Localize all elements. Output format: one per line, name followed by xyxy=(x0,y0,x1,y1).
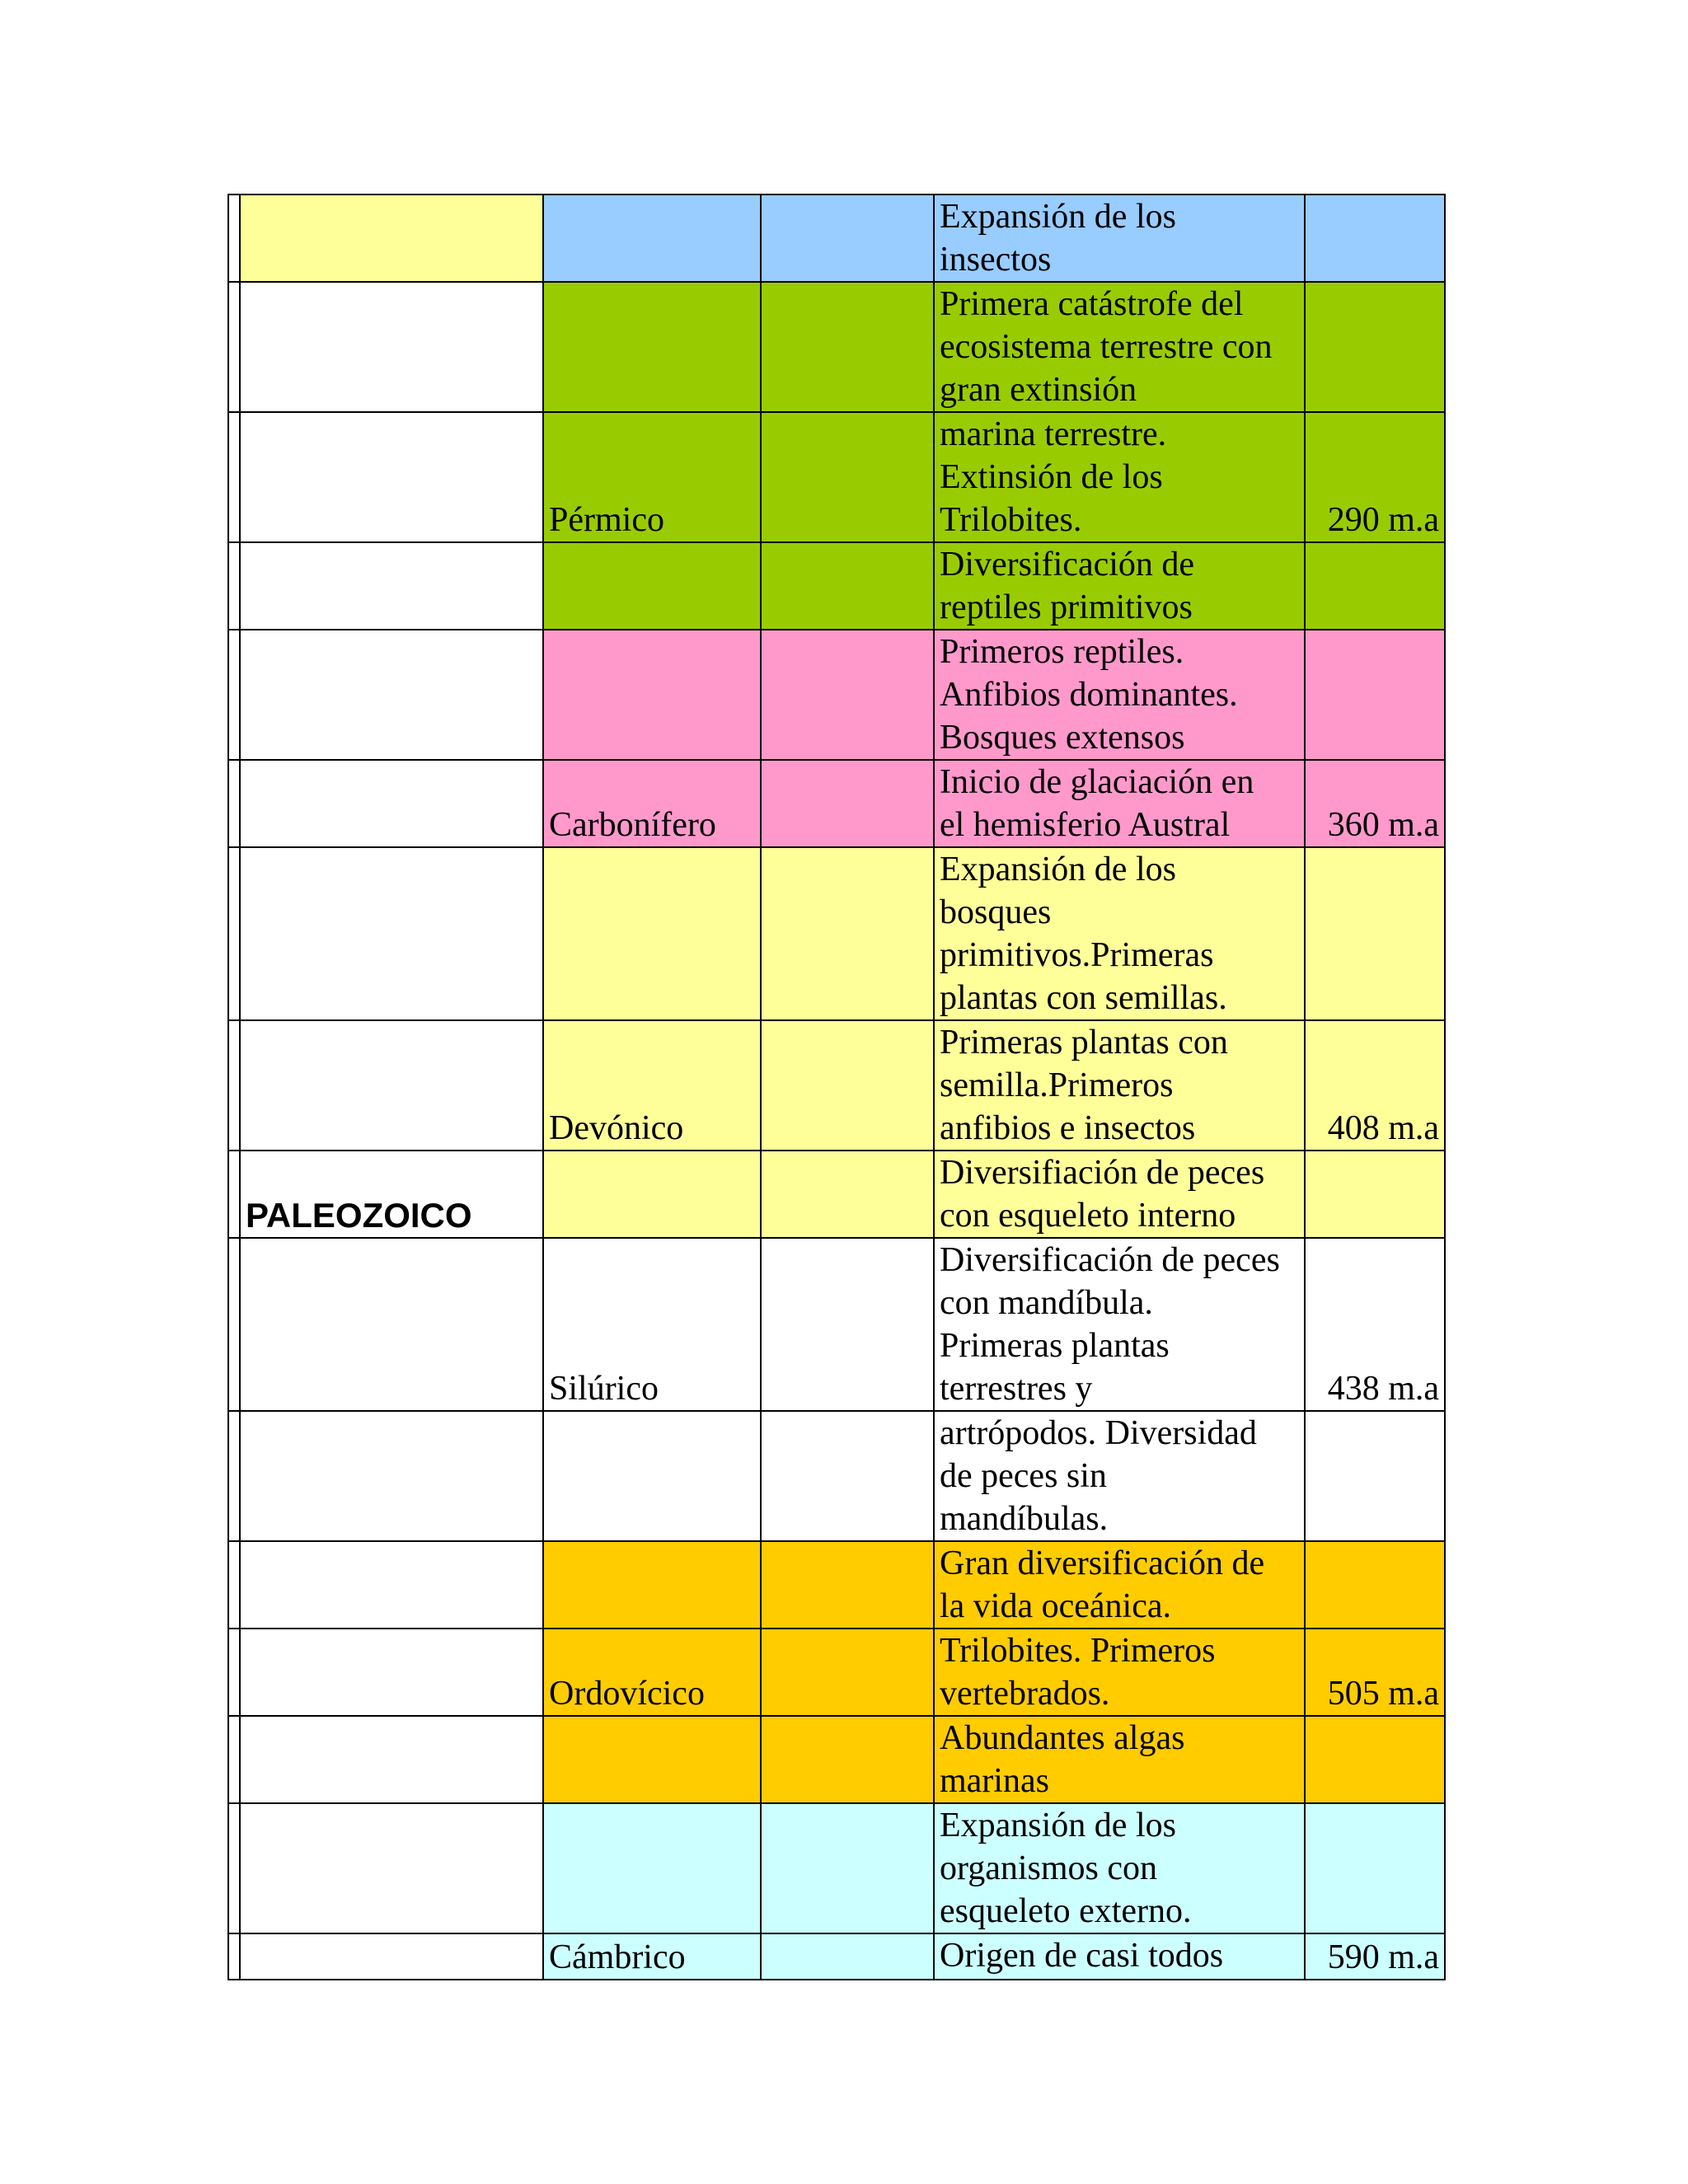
period-cell xyxy=(543,1411,761,1541)
era-cell xyxy=(240,1803,543,1933)
row-gutter-cell xyxy=(228,282,240,412)
age-cell: 290 m.a xyxy=(1305,412,1445,542)
age-cell: 408 m.a xyxy=(1305,1020,1445,1151)
age-cell xyxy=(1305,1716,1445,1803)
era-cell xyxy=(240,847,543,1020)
epoch-cell xyxy=(761,1411,934,1541)
table-row xyxy=(228,1411,1445,1541)
epoch-cell xyxy=(761,760,934,847)
row-gutter-cell xyxy=(228,194,240,282)
event-cell: Origen de casi todos xyxy=(934,1933,1305,1980)
epoch-cell xyxy=(761,282,934,412)
epoch-cell xyxy=(761,1151,934,1238)
row-gutter-cell xyxy=(228,760,240,847)
epoch-cell xyxy=(761,1629,934,1716)
period-cell xyxy=(543,194,761,282)
row-gutter-cell xyxy=(228,847,240,1020)
period-cell xyxy=(543,282,761,412)
table-row xyxy=(228,542,1445,630)
era-cell xyxy=(240,1716,543,1803)
event-cell: Trilobites. Primeros vertebrados. xyxy=(934,1629,1305,1716)
period-cell: Devónico xyxy=(543,1020,761,1151)
table-row xyxy=(228,630,1445,760)
age-cell: 438 m.a xyxy=(1305,1238,1445,1411)
era-cell xyxy=(240,1629,543,1716)
age-cell xyxy=(1305,1151,1445,1238)
table-row xyxy=(228,1803,1445,1933)
period-cell xyxy=(543,1803,761,1933)
era-cell xyxy=(240,412,543,542)
period-cell xyxy=(543,847,761,1020)
event-cell: Diversifiación de peces con esqueleto interno xyxy=(934,1151,1305,1238)
table-row xyxy=(228,1238,1445,1411)
epoch-cell xyxy=(761,630,934,760)
age-cell xyxy=(1305,630,1445,760)
event-cell: Abundantes algas marinas xyxy=(934,1716,1305,1803)
epoch-cell xyxy=(761,412,934,542)
event-cell: Inicio de glaciación en el hemisferio Austral xyxy=(934,760,1305,847)
event-cell: Primera catástrofe del ecosistema terrestre con gran extinsión xyxy=(934,282,1305,412)
epoch-cell xyxy=(761,542,934,630)
period-cell xyxy=(543,630,761,760)
age-cell: 360 m.a xyxy=(1305,760,1445,847)
table-row xyxy=(228,1541,1445,1629)
event-cell: Primeros reptiles. Anfibios dominantes. Bosques extensos xyxy=(934,630,1305,760)
row-gutter-cell xyxy=(228,1541,240,1629)
row-gutter-cell xyxy=(228,1716,240,1803)
table-row xyxy=(228,1716,1445,1803)
era-cell xyxy=(240,194,543,282)
epoch-cell xyxy=(761,194,934,282)
row-gutter-cell xyxy=(228,1411,240,1541)
table-row xyxy=(228,847,1445,1020)
table-row xyxy=(228,760,1445,847)
table-row xyxy=(228,282,1445,412)
table-row xyxy=(228,1629,1445,1716)
age-cell xyxy=(1305,1411,1445,1541)
age-cell xyxy=(1305,1541,1445,1629)
age-cell xyxy=(1305,847,1445,1020)
age-cell xyxy=(1305,282,1445,412)
period-cell: Ordovícico xyxy=(543,1629,761,1716)
table-row xyxy=(228,1933,1445,1980)
event-cell: Expansión de los insectos xyxy=(934,194,1305,282)
age-cell: 590 m.a xyxy=(1305,1933,1445,1980)
period-cell xyxy=(543,1541,761,1629)
row-gutter-cell xyxy=(228,1238,240,1411)
period-cell xyxy=(543,1716,761,1803)
era-cell xyxy=(240,282,543,412)
period-cell: Carbonífero xyxy=(543,760,761,847)
epoch-cell xyxy=(761,1716,934,1803)
row-gutter-cell xyxy=(228,1020,240,1151)
epoch-cell xyxy=(761,1803,934,1933)
age-cell: 505 m.a xyxy=(1305,1629,1445,1716)
epoch-cell xyxy=(761,1020,934,1151)
era-cell xyxy=(240,630,543,760)
era-cell: PALEOZOICO xyxy=(240,1151,543,1238)
era-cell xyxy=(240,760,543,847)
epoch-cell xyxy=(761,1238,934,1411)
era-cell xyxy=(240,1411,543,1541)
table-row xyxy=(228,1020,1445,1151)
row-gutter-cell xyxy=(228,1151,240,1238)
row-gutter-cell xyxy=(228,1933,240,1980)
epoch-cell xyxy=(761,1933,934,1980)
table-row xyxy=(228,1151,1445,1238)
row-gutter-cell xyxy=(228,412,240,542)
event-cell: Gran diversificación de la vida oceánica. xyxy=(934,1541,1305,1629)
event-cell: Diversificación de peces con mandíbula. Primeras plantas terrestres y xyxy=(934,1238,1305,1411)
table-row xyxy=(228,194,1445,282)
event-cell: marina terrestre. Extinsión de los Trilobites. xyxy=(934,412,1305,542)
event-cell: Diversificación de reptiles primitivos xyxy=(934,542,1305,630)
period-cell: Pérmico xyxy=(543,412,761,542)
age-cell xyxy=(1305,194,1445,282)
era-cell xyxy=(240,542,543,630)
period-cell xyxy=(543,1151,761,1238)
age-cell xyxy=(1305,542,1445,630)
row-gutter-cell xyxy=(228,1803,240,1933)
era-cell xyxy=(240,1020,543,1151)
geologic-time-table xyxy=(227,194,1446,1980)
event-cell: Primeras plantas con semilla.Primeros anfibios e insectos xyxy=(934,1020,1305,1151)
period-cell: Silúrico xyxy=(543,1238,761,1411)
geologic-time-table-sheet xyxy=(227,194,1446,1980)
event-cell: Expansión de los bosques primitivos.Primeras plantas con semillas. xyxy=(934,847,1305,1020)
era-cell xyxy=(240,1238,543,1411)
row-gutter-cell xyxy=(228,630,240,760)
table-row xyxy=(228,412,1445,542)
era-cell xyxy=(240,1541,543,1629)
epoch-cell xyxy=(761,847,934,1020)
era-cell xyxy=(240,1933,543,1980)
period-cell xyxy=(543,542,761,630)
row-gutter-cell xyxy=(228,1629,240,1716)
event-cell: artrópodos. Diversidad de peces sin mandíbulas. xyxy=(934,1411,1305,1541)
age-cell xyxy=(1305,1803,1445,1933)
row-gutter-cell xyxy=(228,542,240,630)
event-cell: Expansión de los organismos con esqueleto externo. xyxy=(934,1803,1305,1933)
period-cell: Cámbrico xyxy=(543,1933,761,1980)
epoch-cell xyxy=(761,1541,934,1629)
